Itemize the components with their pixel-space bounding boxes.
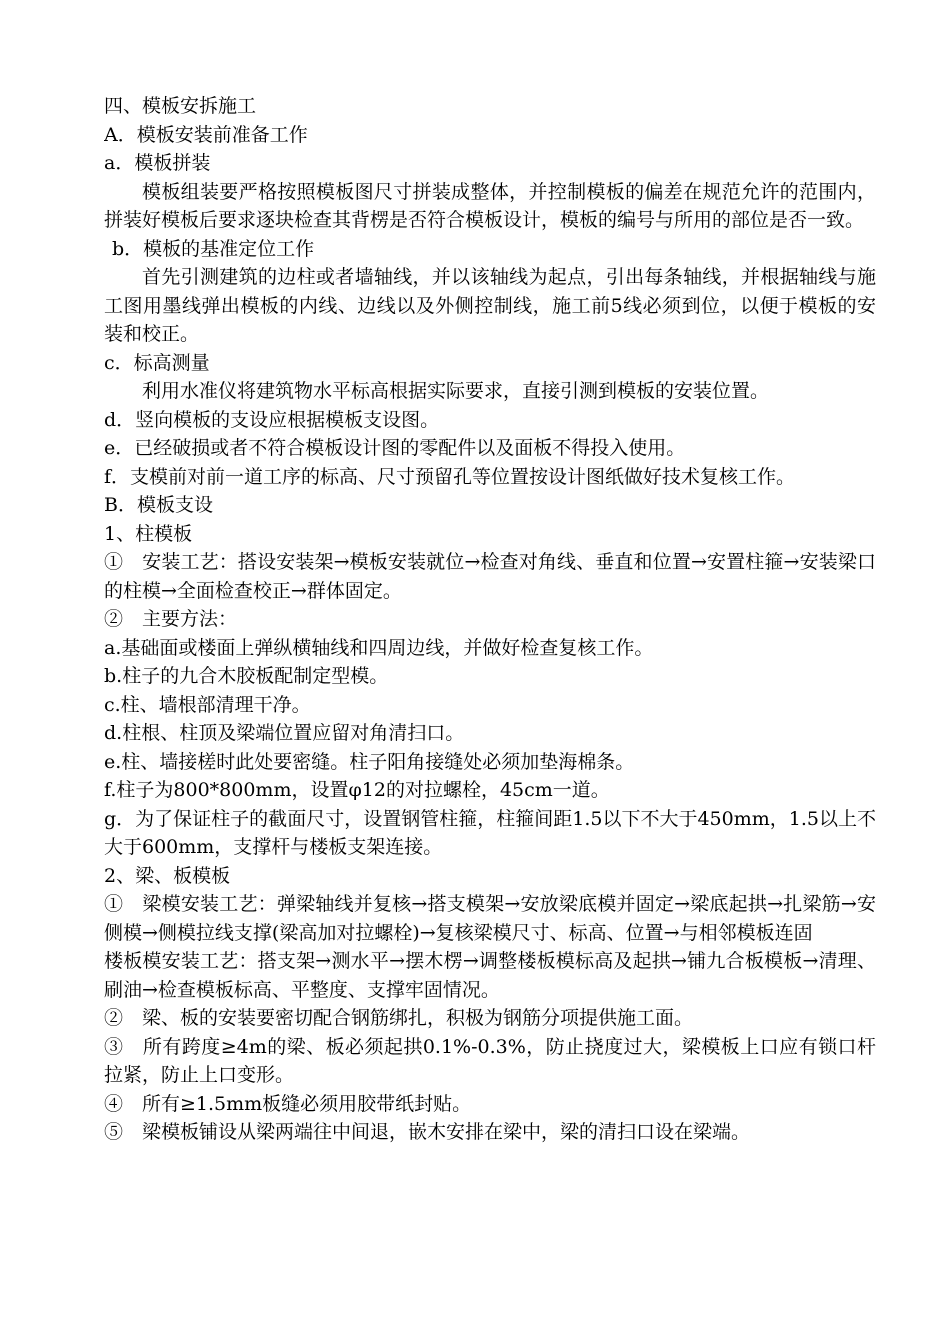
- column-method-e: e.柱、墙接槎时此处要密缝。柱子阳角接缝处必须加垫海棉条。: [104, 750, 635, 773]
- subsection-b-title: B．模板支设: [104, 494, 213, 516]
- column-method-d: d.柱根、柱顶及梁端位置应留对角清扫口。: [104, 722, 465, 744]
- column-method-a: a.基础面或楼面上弹纵横轴线和四周边线，并做好检查复核工作。: [104, 636, 654, 659]
- item-e-text: e．已经破损或者不符合模板设计图的零配件以及面板不得投入使用。: [104, 437, 686, 459]
- beam-slab-item-3: ③ 所有跨度≥4m的梁、板必须起拱0.1%-0.3%，防止挠度过大，梁模板上口应有锁口杆拉紧，防止上口变形。: [104, 1035, 876, 1086]
- beam-install-process: ① 梁模安装工艺：弹梁轴线并复核→搭支模架→安放梁底模并固定→梁底起拱→扎梁筋→安侧模→侧模拉线支撑(梁高加对拉螺栓)→复核梁模尺寸、标高、位置→与相邻模板连固: [104, 893, 876, 944]
- document-page: [104, 92, 876, 1147]
- item-b-text: 首先引测建筑的边柱或者墙轴线，并以该轴线为起点，引出每条轴线，并根据轴线与施工图用墨线弹出模板的内线、边线以及外侧控制线，施工前5线必须到位，以便于模板的安装和校正。: [104, 266, 876, 345]
- item-a-text: 模板组装要严格按照模板图尺寸拼装成整体，并控制模板的偏差在规范允许的范围内，拼装好模板后要求逐块检查其背楞是否符合模板设计，模板的编号与所用的部位是否一致。: [104, 180, 876, 231]
- beam-slab-item-2: ② 梁、板的安装要密切配合钢筋绑扎，积极为钢筋分项提供施工面。: [104, 1007, 694, 1029]
- beam-slab-item-4: ④ 所有≥1.5mm板缝必须用胶带纸封贴。: [104, 1092, 472, 1115]
- item-f-text: f．支模前对前一道工序的标高、尺寸预留孔等位置按设计图纸做好技术复核工作。: [104, 465, 796, 488]
- column-method-f: f.柱子为800*800mm，设置φ12的对拉螺栓，45cm一道。: [104, 779, 610, 801]
- subsection-a-title: A．模板安装前准备工作: [104, 123, 308, 146]
- column-method-b: b.柱子的九合木胶板配制定型模。: [104, 665, 389, 687]
- column-method-g: g．为了保证柱子的截面尺寸，设置钢管柱箍，柱箍间距1.5以下不大于450mm，1.5以上不大于600mm，支撑杆与楼板支架连接。: [104, 807, 876, 858]
- column-formwork-title: 1、柱模板: [104, 522, 193, 545]
- item-b-title: b．模板的基准定位工作: [112, 237, 315, 260]
- column-install-process: ① 安装工艺：搭设安装架→模板安装就位→检查对角线、垂直和位置→安置柱箍→安装梁口的柱模→全面检查校正→群体固定。: [104, 551, 876, 602]
- column-main-methods-title: ② 主要方法：: [104, 608, 238, 630]
- beam-slab-item-5: ⑤ 梁模板铺设从梁两端往中间退，嵌木安排在梁中，梁的清扫口设在梁端。: [104, 1121, 751, 1143]
- item-d-text: d．竖向模板的支设应根据模板支设图。: [104, 408, 440, 431]
- section-heading: 四、模板安拆施工: [104, 95, 257, 117]
- item-c-title: c．标高测量: [104, 351, 210, 374]
- beam-slab-formwork-title: 2、梁、板模板: [104, 864, 231, 887]
- slab-install-process: 楼板模安装工艺：搭支架→测水平→摆木楞→调整楼板模标高及起拱→铺九合板模板→清理、刷油→检查模板标高、平整度、支撑牢固情况。: [104, 950, 876, 1001]
- column-method-c: c.柱、墙根部清理干净。: [104, 693, 311, 716]
- item-c-text: 利用水准仪将建筑物水平标高根据实际要求，直接引测到模板的安装位置。: [142, 380, 770, 402]
- item-a-title: a．模板拼装: [104, 152, 211, 174]
